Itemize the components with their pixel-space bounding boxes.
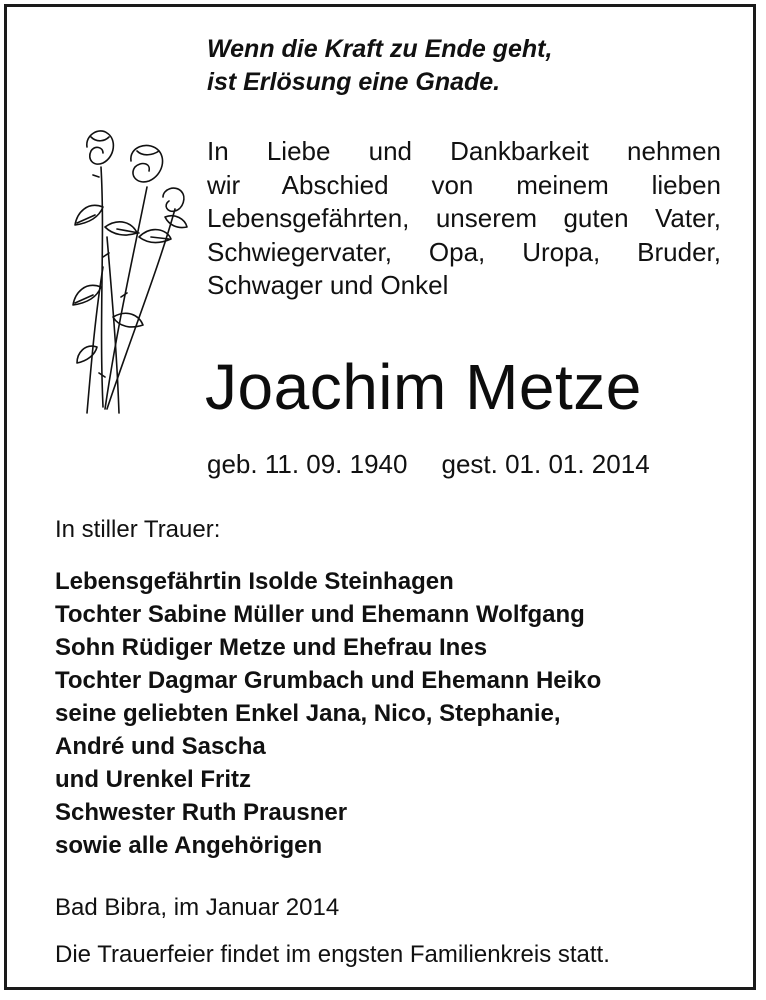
motto-line: Wenn die Kraft zu Ende geht, bbox=[207, 35, 553, 63]
intro-line: Schwiegervater, Opa, Uropa, Bruder, bbox=[207, 236, 721, 267]
birth-date: geb. 11. 09. 1940 bbox=[207, 449, 408, 479]
mourners-list bbox=[55, 565, 735, 862]
intro-line: Lebensgefährten, unserem guten Vater, bbox=[207, 203, 721, 233]
mourner-line: André und Sascha bbox=[55, 733, 266, 760]
ceremony-note: Die Trauerfeier findet im engsten Familienkreis statt. bbox=[55, 941, 610, 968]
place-date: Bad Bibra, im Januar 2014 bbox=[55, 894, 340, 921]
intro-paragraph bbox=[207, 135, 721, 303]
mourner-line: Tochter Sabine Müller und Ehemann Wolfgang bbox=[55, 601, 585, 628]
mourner-line: Tochter Dagmar Grumbach und Ehemann Heiko bbox=[55, 667, 602, 694]
mourner-line: Sohn Rüdiger Metze und Ehefrau Ines bbox=[55, 634, 488, 661]
mourner-line: sowie alle Angehörigen bbox=[55, 832, 323, 859]
obituary-card bbox=[4, 4, 756, 990]
rose-bouquet-icon bbox=[47, 117, 197, 417]
mourner-line: Lebensgefährtin Isolde Steinhagen bbox=[55, 568, 454, 595]
deceased-name: Joachim Metze bbox=[205, 351, 642, 423]
motto-line: ist Erlösung eine Gnade. bbox=[207, 68, 501, 96]
mourner-line: seine geliebten Enkel Jana, Nico, Stephanie, bbox=[55, 700, 561, 727]
mourner-line: und Urenkel Fritz bbox=[55, 766, 252, 793]
intro-line: In Liebe und Dankbarkeit nehmen bbox=[207, 136, 721, 166]
intro-line: Schwager und Onkel bbox=[207, 270, 449, 300]
life-dates bbox=[207, 447, 727, 481]
mourner-line: Schwester Ruth Prausner bbox=[55, 799, 348, 826]
motto-quote bbox=[207, 33, 727, 99]
intro-line: wir Abschied von meinem lieben bbox=[207, 169, 721, 200]
mourning-label: In stiller Trauer: bbox=[55, 516, 221, 543]
death-date: gest. 01. 01. 2014 bbox=[441, 449, 650, 479]
